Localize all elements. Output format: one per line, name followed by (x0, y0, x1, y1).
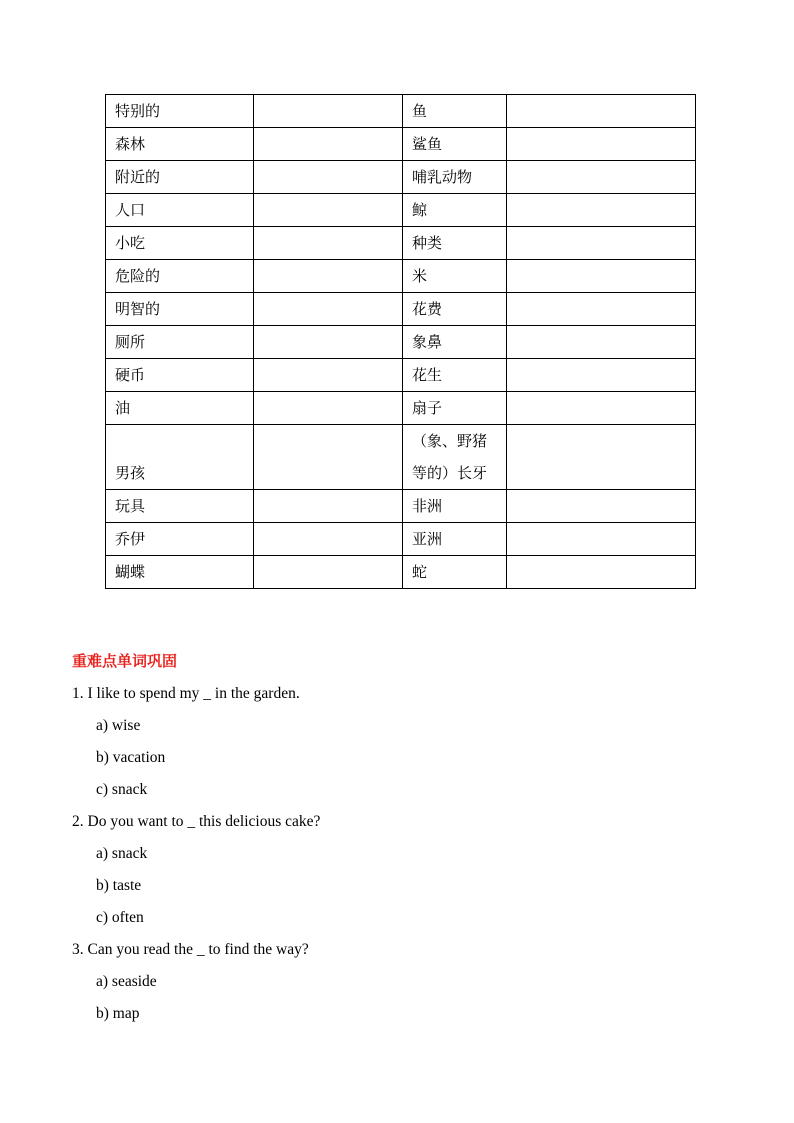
answer-cell (254, 260, 403, 293)
chinese-term-cell: 蛇 (403, 556, 507, 589)
vocab-table (105, 94, 696, 589)
answer-cell (254, 523, 403, 556)
answer-cell (507, 95, 696, 128)
answer-cell (254, 326, 403, 359)
table-row (106, 161, 696, 194)
answer-cell (507, 523, 696, 556)
answer-cell (254, 161, 403, 194)
chinese-term-cell: 鱼 (403, 95, 507, 128)
answer-option: c) often (96, 909, 144, 926)
answer-cell (254, 359, 403, 392)
answer-cell (507, 128, 696, 161)
question-text: 3. Can you read the _ to find the way? (72, 941, 309, 958)
chinese-term-cell: 小吃 (106, 227, 254, 260)
answer-option: a) wise (96, 717, 141, 734)
answer-cell (254, 490, 403, 523)
chinese-term-cell: 油 (106, 392, 254, 425)
chinese-term-cell: 花费 (403, 293, 507, 326)
answer-cell (507, 227, 696, 260)
chinese-term-cell: 厕所 (106, 326, 254, 359)
chinese-term-cell: 特别的 (106, 95, 254, 128)
table-row (106, 95, 696, 128)
answer-cell (254, 95, 403, 128)
table-row (106, 326, 696, 359)
chinese-term-cell: 人口 (106, 194, 254, 227)
answer-cell (507, 490, 696, 523)
answer-cell (507, 556, 696, 589)
table-row (106, 490, 696, 523)
table-row (106, 556, 696, 589)
table-row (106, 359, 696, 392)
answer-cell (254, 392, 403, 425)
answer-option: a) snack (96, 845, 148, 862)
answer-option: c) snack (96, 781, 148, 798)
chinese-term-cell: 森林 (106, 128, 254, 161)
chinese-term-cell: 扇子 (403, 392, 507, 425)
answer-option: b) vacation (96, 749, 166, 766)
table-row (106, 128, 696, 161)
chinese-term-cell: 男孩 (106, 425, 254, 490)
chinese-term-cell: 种类 (403, 227, 507, 260)
chinese-term-cell: 明智的 (106, 293, 254, 326)
chinese-term-cell: 象鼻 (403, 326, 507, 359)
chinese-term-cell: 米 (403, 260, 507, 293)
section-title: 重难点单词巩固 (72, 652, 178, 670)
table-row (106, 392, 696, 425)
chinese-term-cell: 鲨鱼 (403, 128, 507, 161)
answer-cell (254, 293, 403, 326)
answer-cell (507, 293, 696, 326)
table-row (106, 293, 696, 326)
chinese-term-cell: 花生 (403, 359, 507, 392)
chinese-term-cell: 玩具 (106, 490, 254, 523)
answer-cell (254, 227, 403, 260)
table-row (106, 260, 696, 293)
answer-cell (507, 194, 696, 227)
chinese-term-cell: 附近的 (106, 161, 254, 194)
question-text: 1. I like to spend my _ in the garden. (72, 685, 300, 702)
table-row (106, 425, 696, 490)
chinese-term-cell: 硬币 (106, 359, 254, 392)
answer-cell (507, 425, 696, 490)
answer-cell (507, 161, 696, 194)
question-text: 2. Do you want to _ this delicious cake? (72, 813, 321, 830)
chinese-term-cell: 危险的 (106, 260, 254, 293)
chinese-term-cell: 非洲 (403, 490, 507, 523)
chinese-term-cell: 蝴蝶 (106, 556, 254, 589)
answer-cell (254, 128, 403, 161)
chinese-term-cell: 亚洲 (403, 523, 507, 556)
table-row (106, 194, 696, 227)
table-row (106, 523, 696, 556)
quiz-list (72, 683, 320, 1035)
chinese-term-cell: （象、野猪等的）长牙 (403, 425, 507, 490)
answer-option: b) map (96, 1005, 140, 1022)
answer-cell (507, 392, 696, 425)
answer-cell (254, 194, 403, 227)
answer-cell (507, 260, 696, 293)
answer-cell (254, 425, 403, 490)
answer-option: a) seaside (96, 973, 157, 990)
chinese-term-cell: 乔伊 (106, 523, 254, 556)
answer-cell (507, 359, 696, 392)
chinese-term-cell: 哺乳动物 (403, 161, 507, 194)
answer-cell (507, 326, 696, 359)
answer-cell (254, 556, 403, 589)
chinese-term-cell: 鲸 (403, 194, 507, 227)
table-row (106, 227, 696, 260)
answer-option: b) taste (96, 877, 142, 894)
